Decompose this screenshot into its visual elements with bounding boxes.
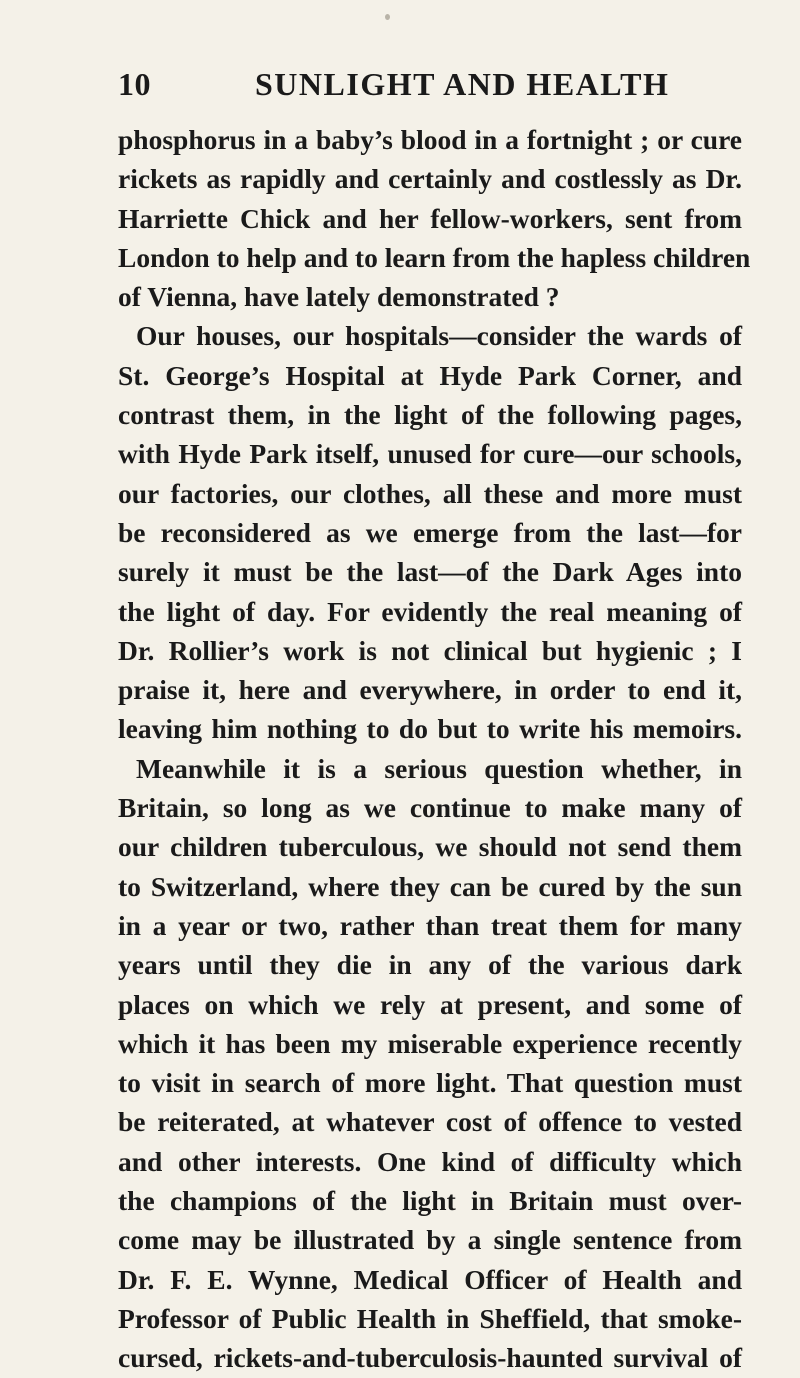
text-line: be reiterated, at whatever cost of offence to vested xyxy=(118,1106,742,1138)
page-speck xyxy=(385,14,390,20)
text-line: phosphorus in a baby’s blood in a fortnight ; or cure xyxy=(118,124,742,155)
text-line: contrast them, in the light of the following pages, xyxy=(118,399,742,431)
text-line: which it has been my miserable experience recently xyxy=(118,1027,742,1059)
body-text xyxy=(118,120,751,1378)
text-line: Professor of Public Health in Sheffield, that smoke- xyxy=(118,1302,742,1334)
text-line-paragraph-start: Meanwhile it is a serious question whether, in xyxy=(136,752,742,784)
text-line: to visit in search of more light. That question must xyxy=(118,1067,742,1099)
text-line: in a year or two, rather than treat them for many xyxy=(118,909,742,941)
text-line: with Hyde Park itself, unused for cure—our schools, xyxy=(118,438,742,470)
text-line: come may be illustrated by a single sentence from xyxy=(118,1224,742,1256)
text-line-paragraph-start: Our houses, our hospitals—consider the wards of xyxy=(136,320,742,352)
text-line-paragraph-end: of Vienna, have lately demonstrated ? xyxy=(118,281,560,313)
text-line: London to help and to learn from the hapless children xyxy=(118,241,751,273)
text-line: cursed, rickets-and-tuberculosis-haunted survival of xyxy=(118,1342,742,1374)
text-line: places on which we rely at present, and some of xyxy=(118,988,742,1020)
running-title: SUNLIGHT AND HEALTH xyxy=(255,66,670,102)
text-line: and other interests. One kind of difficulty which xyxy=(118,1145,742,1177)
text-line: our children tuberculous, we should not send them xyxy=(118,831,742,863)
text-line: years until they die in any of the various dark xyxy=(118,949,742,981)
text-line: the light of day. For evidently the real meaning of xyxy=(118,595,742,627)
text-line: Britain, so long as we continue to make many of xyxy=(118,792,742,824)
text-line: be reconsidered as we emerge from the last—for xyxy=(118,516,742,548)
text-line: Dr. F. E. Wynne, Medical Officer of Health and xyxy=(118,1263,742,1295)
running-header xyxy=(118,66,730,106)
text-line-paragraph-end: leaving him nothing to do but to write his memoirs. xyxy=(118,713,742,745)
text-line: St. George’s Hospital at Hyde Park Corner, and xyxy=(118,359,742,391)
text-line: the champions of the light in Britain must over- xyxy=(118,1185,742,1217)
text-line: surely it must be the last—of the Dark Ages into xyxy=(118,556,742,588)
text-line: to Switzerland, where they can be cured by the sun xyxy=(118,870,742,902)
text-line: Dr. Rollier’s work is not clinical but hygienic ; I xyxy=(118,634,742,666)
text-line: Harriette Chick and her fellow-workers, sent from xyxy=(118,202,742,234)
page-number: 10 xyxy=(118,66,151,102)
text-line: our factories, our clothes, all these and more must xyxy=(118,477,742,509)
text-line: rickets as rapidly and certainly and costlessly as Dr. xyxy=(118,163,742,195)
text-line: praise it, here and everywhere, in order to end it, xyxy=(118,674,742,706)
